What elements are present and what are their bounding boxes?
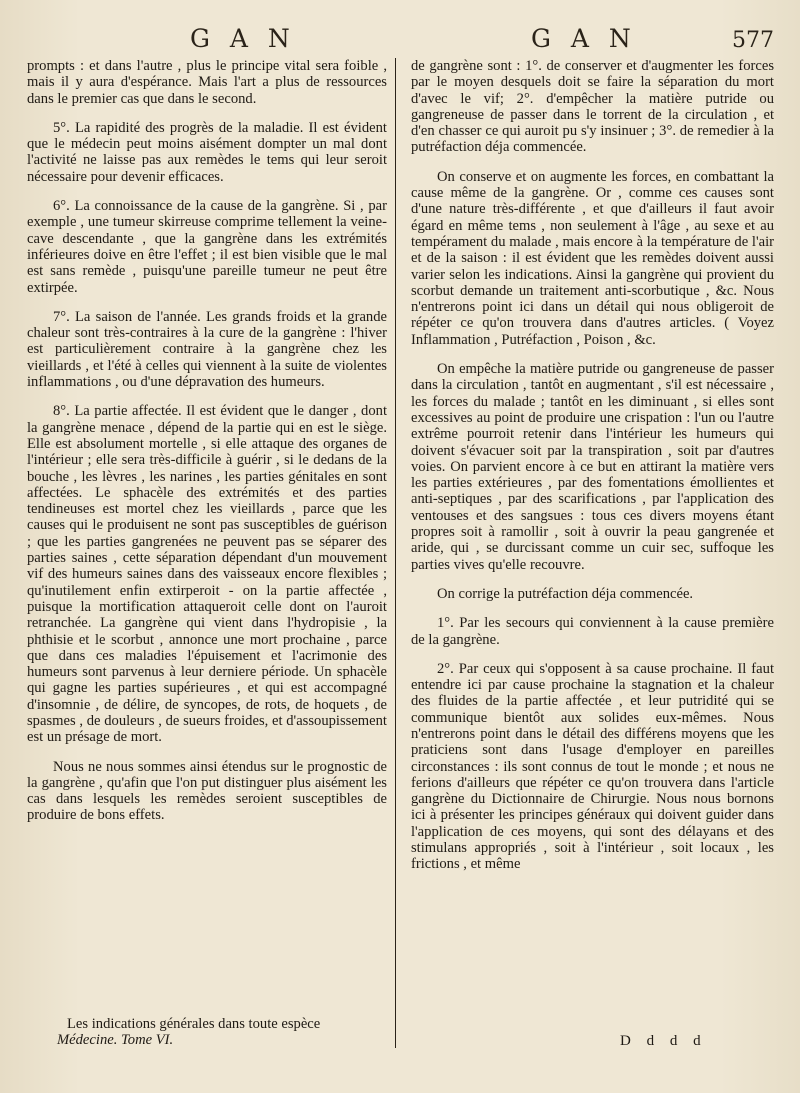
paragraph: prompts : et dans l'autre , plus le principe vital sera foible , mais il y aura d'espérance. Mais l'art a plus de ressources dans le premier cas que dans le second. — [27, 58, 387, 107]
column-divider — [395, 58, 396, 1048]
paragraph: Nous ne nous sommes ainsi étendus sur le prognostic de la gangrène , qu'afin que l'on put distinguer plus aisément les cas dans lesquels les remèdes seroient susceptibles de produire de bons effets. — [27, 758, 387, 824]
page-number: 577 — [732, 28, 774, 53]
paragraph: On empêche la matière putride ou gangreneuse de passer dans la circulation , tantôt en augmentant , s'il est nécessaire , les forces du malade ; tantôt en les diminuant , si elles sont excessives au point de produire une crispation : l'un ou l'autre extrême pourroit retenir dans l'intérieur les humeurs qui doivent s'évacuer soit par la transpiration , soit par d'autres voies. On parvient encore à ce but en attirant la matière vers les parties extérieures , par des fomentations émollientes et anti-septiques , par des scarifications , par l'application des ventouses et des sangsues : tous ces divers moyens étant propres soit à ramollir , soit à ouvrir la peau gangrenée et aride, qui , se durcissant comme un cuir sec, suffoque les parties vives qu'elle recouvre. — [411, 361, 774, 573]
paragraph: 2°. Par ceux qui s'opposent à sa cause prochaine. Il faut entendre ici par cause prochaine la stagnation et la chaleur des fluides de la partie affectée , et leur putridité qui se communique bientôt aux solides eux-mêmes. Nous n'entrerons point dans le détail des différens moyens que les praticiens sont dans l'usage d'employer en pareilles circonstances : ils sont connus de tout le monde ; et nous ne ferions d'ailleurs que répéter ce qu'on trouvera dans l'article gangrène du Dictionnaire de Chirurgie. Nous nous bornons ici à présenter les principes généraux qui doivent guider dans l'application de ces moyens, qui sont des délayans et des stimulans appropriés , soit à l'intérieur , soit locaux , les frictions , et même — [411, 660, 774, 873]
running-head-right: G A N — [531, 24, 637, 53]
left-footer — [27, 1016, 387, 1049]
running-head-left: G A N — [190, 24, 296, 53]
footer-volume-title: Médecine. Tome VI. — [57, 1032, 174, 1049]
signature-mark: D d d d — [620, 1033, 707, 1049]
paragraph: 5°. La rapidité des progrès de la maladie. Il est évident que le médecin peut moins aisément dompter un mal dont l'activité ne laisse pas aux remèdes le tems qui leur seroit nécessaire pour devenir efficaces. — [27, 119, 387, 185]
paragraph: de gangrène sont : 1°. de conserver et d'augmenter les forces par le moyen desquels doit se faire la séparation du mort d'avec le vif; 2°. d'empêcher la matière putride ou gangreneuse de passer dans le torrent de la circulation , et d'en chasser ce qui auroit pu s'y insinuer ; 3°. de remedier à la putréfaction déja commencée. — [411, 58, 774, 156]
paragraph: 6°. La connoissance de la cause de la gangrène. Si , par exemple , une tumeur skirreuse comprime tellement la veine-cave descendante , que la gangrène dans les extrémités inférieures doive en être l'effet ; il est bien visible que le mal est sans remède , puisqu'une pareille tumeur ne peut être extirpée. — [27, 198, 387, 296]
paragraph: On conserve et on augmente les forces, en combattant la cause même de la gangrène. Or , comme ces causes sont d'une nature très-différente , et que d'ailleurs il faut avoir égard en même tems , non seulement à l'âge , au sexe et au tempérament du malade , mais encore à la température de l'air et de la saison : il est évident que les remèdes doivent aussi varier selon les indications. Ainsi la gangrène qui provient du scorbut demande un traitement anti-scorbutique , &c. Nous n'entrerons point ici dans un détail qui nous obligeroit de répéter ce qu'on trouvera dans d'autres articles. ( Voyez Inflammation , Putréfaction , Poison , &c. — [411, 168, 774, 348]
footer-continuation-line: Les indications générales dans toute espèce — [67, 1016, 321, 1032]
paragraph: On corrige la putréfaction déja commencée. — [437, 585, 694, 602]
right-column — [411, 58, 774, 886]
paragraph: 1°. Par les secours qui conviennent à la cause première de la gangrène. — [411, 615, 774, 648]
paragraph: 7°. La saison de l'année. Les grands froids et la grande chaleur sont très-contraires à la cure de la gangrène : l'hiver est particulièrement contraire à la gangrène chez les vieillards , et l'été à celles qui viennent à la suite de violentes inflammations , ou d'une dépravation des humeurs. — [27, 308, 387, 391]
paragraph: 8°. La partie affectée. Il est évident que le danger , dont la gangrène menace , dépend de la partie qui en est le siège. Elle est absolument mortelle , si elle attaque des organes de l'intérieur ; elle sera très-difficile à guérir , si le dedans de la bouche , les lèvres , les narines , les parties génitales en sont affectées. Le sphacèle des extrémités et des parties tendineuses est mortel chez les vieillards , parce que les causes qui le produisent ne sont pas susceptibles de guérison ; que les parties gangrenées ne peuvent pas se séparer des parties saines , cette séparation dépendant d'un mouvement vif des humeurs saines dans des vaisseaux encore flexibles ; qu'inutilement enfin extirperoit - on la partie affectée , puisque la mortification attaqueroit celle dont on l'auroit retranchée. La gangrène qui vient dans l'hydropisie , la phthisie et le scorbut , annonce une mort prochaine , parce que dans ces maladies l'épuisement et l'acrimonie des humeurs sont parvenus à leur derniere période. Un sphacèle qui gagne les parties supérieures , et qui est accompagné d'insomnie , de délire, de syncopes, de rots, de hoquets , de spasmes , de douleurs , de sueurs froides, et d'assoupissement est un présage de mort. — [27, 403, 387, 746]
left-column — [27, 58, 387, 830]
